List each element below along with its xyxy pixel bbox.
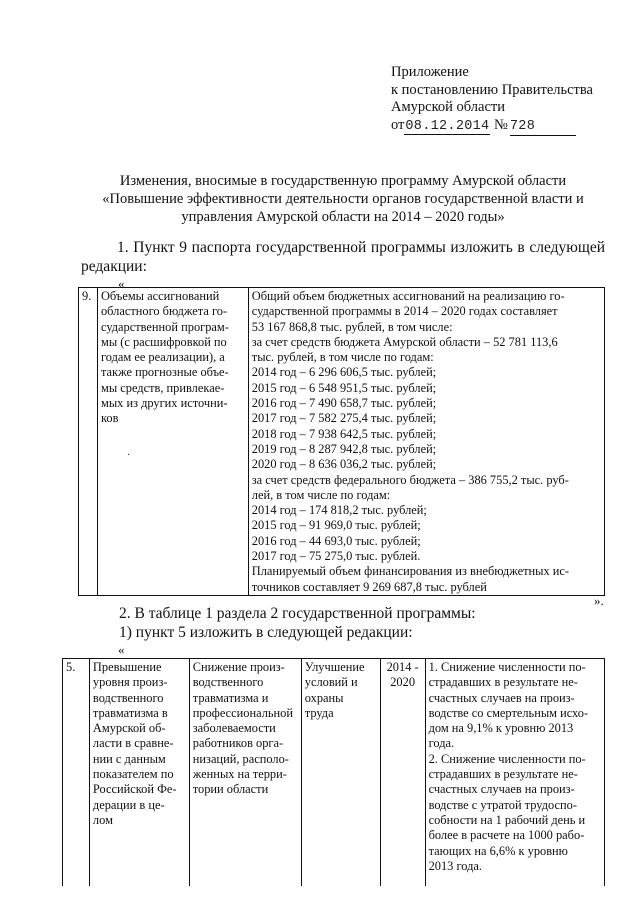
cell-line: условий и	[304, 675, 358, 690]
cell-line: низаций, располо-	[192, 751, 289, 766]
label-line: областного бюджета го-	[100, 304, 228, 319]
row-content	[248, 288, 604, 596]
cell-line: Улучшение	[304, 660, 365, 674]
cell-line: водственного	[92, 690, 164, 705]
paragraph-1-line-2: редакции:	[81, 258, 147, 275]
document-title	[80, 172, 606, 227]
content-line: 2019 год – 8 287 942,8 тыс. рублей;	[251, 441, 437, 456]
cell-line: 2014 -	[386, 660, 419, 674]
task-cell	[189, 659, 301, 887]
content-line: 2018 год – 7 938 642,5 тыс. рублей;	[251, 426, 437, 441]
indicator-cell	[89, 659, 189, 887]
cell-line: Амурской об-	[92, 721, 166, 736]
content-line: 2017 год – 75 275,0 тыс. рублей.	[251, 549, 421, 564]
content-line: тыс. рублей, в том числе по годам:	[251, 350, 434, 365]
cell-line: показателем по	[92, 767, 174, 782]
title-line-2: «Повышение эффективности деятельности органов государственной власти и	[102, 191, 584, 208]
approval-line-1: Приложение	[391, 64, 469, 80]
cell-line: дерации в це-	[92, 797, 165, 812]
content-line: 2014 год – 174 818,2 тыс. рублей;	[251, 503, 427, 518]
cell-line: работников орга-	[192, 736, 284, 751]
cell-line: травматизма и	[192, 690, 269, 705]
paragraph-1-line-1: 1. Пункт 9 паспорта государственной программы изложить в следующей	[117, 239, 605, 256]
cell-line: охраны	[304, 690, 344, 705]
cell-line: труда	[304, 705, 334, 720]
content-line: Общий объем бюджетных ассигнований на реализацию го-	[251, 289, 565, 303]
number-label: №	[494, 116, 508, 133]
content-line: 53 167 868,8 тыс. рублей, в том числе:	[251, 319, 453, 334]
approval-block	[391, 64, 593, 136]
cell-line: собности на 1 рабочий день и	[428, 812, 586, 827]
approval-line-3: Амурской области	[391, 99, 505, 115]
cell-line: страдавших в результате не-	[428, 675, 578, 690]
title-line-1: Изменения, вносимые в государственную программу Амурской области	[119, 173, 567, 189]
approval-date: 08.12.2014	[405, 118, 490, 134]
cell-line: года.	[428, 736, 455, 751]
cell-line: женных на терри-	[192, 767, 287, 782]
cell-line: водстве со смертельным исхо-	[428, 705, 589, 720]
cell-line: тающих на 6,6% к уровню	[428, 843, 568, 858]
cell-line: более в расчете на 1000 рабо-	[428, 828, 585, 843]
label-line: годам ее реализации), а	[100, 350, 225, 365]
cell-line: счастных случаев на произ-	[428, 782, 575, 797]
approval-date-line	[391, 117, 593, 137]
cell-line: 2013 года.	[428, 858, 482, 873]
table-row	[79, 288, 605, 596]
cell-line: 2020	[390, 675, 416, 690]
cell-line: водственного	[192, 675, 264, 690]
cell-line: нии с данным	[92, 751, 166, 766]
content-line: Планируемый объем финансирования из внебюджетных ис-	[251, 564, 570, 579]
content-line: 2016 год – 44 693,0 тыс. рублей;	[251, 533, 421, 548]
content-line: 2020 год – 8 636 036,2 тыс. рублей;	[251, 457, 437, 472]
cell-line: заболеваемости	[192, 721, 276, 736]
cell-line: 2. Снижение численности по-	[428, 751, 586, 766]
cell-line: страдавших в результате не-	[428, 767, 578, 782]
cell-line: тории области	[192, 782, 269, 797]
title-line-3: управления Амурской области на 2014 – 2020 годы»	[181, 209, 505, 226]
table-1-item-5	[62, 658, 605, 886]
cell-line: Снижение произ-	[192, 660, 285, 674]
label-line: ков	[100, 411, 119, 426]
period-cell	[380, 659, 425, 887]
cell-line: Превышение	[92, 660, 162, 674]
result-cell	[425, 659, 604, 887]
label-line: мы средств, привлекае-	[100, 380, 225, 395]
approval-number: 728	[510, 118, 576, 137]
cell-line: ласти в сравне-	[92, 736, 174, 751]
cell-line: водстве с утратой трудоспо-	[428, 797, 577, 812]
cell-line: Российской Фе-	[92, 782, 177, 797]
row-number: 5.	[63, 659, 90, 887]
cell-line: профессиональной	[192, 705, 293, 720]
content-line: 2015 год – 6 548 951,5 тыс. рублей;	[251, 380, 437, 395]
content-line: за счет средств федерального бюджета – 386 755,2 тыс. руб-	[251, 472, 569, 487]
stray-mark: ·	[127, 450, 131, 461]
quote-open-2: «	[118, 642, 125, 657]
content-line: 2016 год – 7 490 658,7 тыс. рублей;	[251, 396, 437, 411]
cell-line: счастных случаев на произ-	[428, 690, 575, 705]
content-line: лей, в том числе по годам:	[251, 487, 391, 502]
paragraph-2: 2. В таблице 1 раздела 2 государственной программы:	[119, 605, 476, 622]
table-row	[63, 659, 605, 887]
cell-line: лом	[92, 812, 113, 827]
approval-line-2: к постановлению Правительства	[391, 81, 593, 98]
content-line: 2017 год – 7 582 275,4 тыс. рублей;	[251, 411, 437, 426]
label-line: Объемы ассигнований	[100, 289, 220, 303]
content-line: за счет средств бюджета Амурской области – 52 781 113,6	[251, 334, 558, 349]
cell-line: дом на 9,1% к уровню 2013	[428, 721, 574, 736]
quote-open-1: «	[118, 276, 125, 291]
quote-close-1: ».	[594, 593, 604, 608]
passport-item-9-table	[78, 287, 605, 596]
cell-line: травматизма в	[92, 705, 168, 720]
content-line: 2015 год – 91 969,0 тыс. рублей;	[251, 518, 421, 533]
content-line: 2014 год – 6 296 606,5 тыс. рублей;	[251, 365, 437, 380]
label-line: мых из других источни-	[100, 396, 228, 411]
goal-cell	[301, 659, 380, 887]
content-line: точников составляет 9 269 687,8 тыс. рублей	[251, 579, 487, 594]
content-line: сударственной программы в 2014 – 2020 годах составляет	[251, 304, 558, 319]
cell-line: уровня произ-	[92, 675, 168, 690]
row-label	[97, 288, 248, 596]
label-line: также прогнозные объе-	[100, 365, 229, 380]
cell-line: 1. Снижение численности по-	[428, 660, 586, 674]
from-label: от	[391, 116, 405, 133]
label-line: мы (с расшифровкой по	[100, 334, 227, 349]
label-line: сударственной програм-	[100, 319, 229, 334]
paragraph-3: 1) пункт 5 изложить в следующей редакции:	[119, 624, 413, 641]
row-number: 9.	[79, 288, 98, 596]
